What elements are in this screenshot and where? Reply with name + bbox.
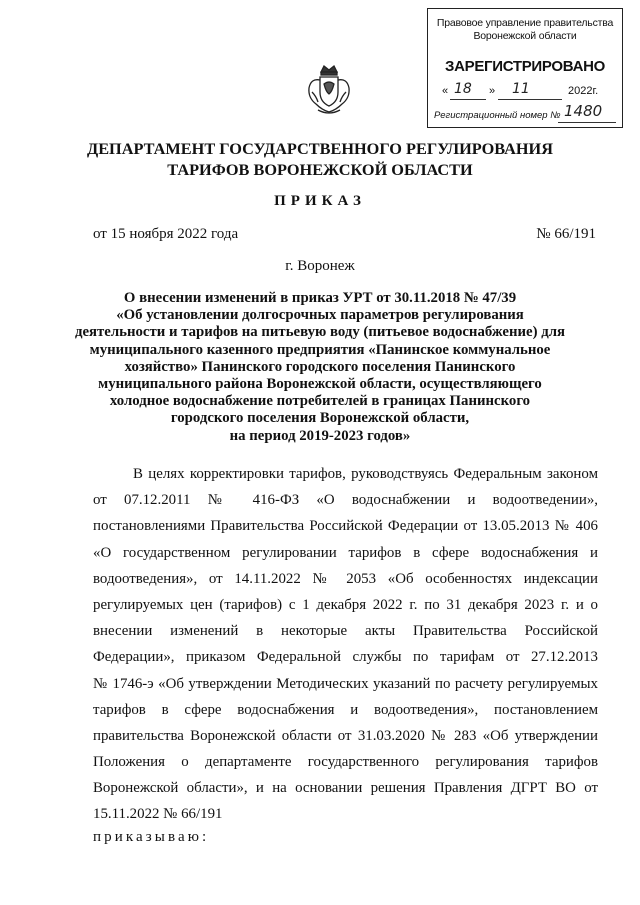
body-line: от 07.12.2011 № 416-ФЗ «О водоснабжении и водоотведении», — [93, 492, 598, 509]
body-line: водоотведения», от 14.11.2022 № 2053 «Об особенностях индексации — [93, 570, 598, 587]
document-number: № 66/191 — [536, 226, 596, 242]
body-line: правительства Воронежской области от 31.03.2020 № 283 «Об утверждении — [93, 727, 598, 744]
stamp-registered: ЗАРЕГИСТРИРОВАНО — [444, 58, 606, 75]
stamp-reg-number-value: 1480 — [564, 102, 603, 120]
body-paragraph — [93, 461, 598, 828]
title-line: О внесении изменений в приказ УРТ от 30.11.2018 № 47/39 — [123, 290, 517, 306]
stamp-date-month: 11 — [512, 81, 530, 97]
stamp-reg-number-label: Регистрационный номер № — [434, 110, 561, 121]
document-type: ПРИКАЗ — [274, 193, 366, 209]
body-line: В целях корректировки тарифов, руководствуясь Федеральным законом — [133, 466, 598, 482]
title-line: холодное водоснабжение потребителей в границах Панинского — [109, 393, 531, 410]
title-line: «Об установлении долгосрочных параметров регулирования — [116, 307, 524, 324]
body-line: Воронежской области», и на основании решения Правления ДГРТ ВО от — [93, 780, 598, 797]
stamp-date-year: 2022г. — [568, 85, 599, 97]
title-line: хозяйство» Панинского городского поселения Панинского — [124, 358, 516, 375]
stamp-org-line1: Правовое управление правительства — [436, 17, 614, 29]
title-line: городского поселения Воронежской области, — [170, 410, 470, 427]
body-line: постановлениями Правительства Российской Федерации от 13.05.2013 № 406 — [93, 518, 598, 535]
coat-of-arms-icon — [306, 62, 352, 118]
body-line: регулируемых цен (тарифов) с 1 декабря 2022 г. по 31 декабря 2023 г. и о — [93, 596, 598, 613]
document-city: г. Воронеж — [285, 258, 355, 274]
title-line: деятельности и тарифов на питьевую воду (питьевое водоснабжение) для — [74, 324, 566, 341]
document-date: от 15 ноября 2022 года — [93, 226, 239, 242]
body-line: «О государственном регулировании тарифов в сфере водоснабжения и — [93, 544, 598, 561]
body-line: внесении изменений в некоторые акты Правительства Российской — [93, 623, 598, 640]
stamp-date: « 18 » 11 2022г. — [442, 85, 618, 101]
order-word: приказываю: — [93, 829, 210, 845]
registration-stamp — [427, 8, 623, 128]
title-line: муниципального казенного предприятия «Панинское коммунальное — [89, 341, 551, 358]
stamp-org-line2: Воронежской области — [473, 30, 577, 42]
title-line: муниципального района Воронежской области, осуществляющего — [98, 376, 542, 393]
department-line-2: ТАРИФОВ ВОРОНЕЖСКОЙ ОБЛАСТИ — [167, 160, 473, 179]
body-line: Положения о департаменте государственного регулирования тарифов — [93, 754, 598, 771]
body-line: Федерации», приказом Федеральной службы по тарифам от 27.12.2013 — [93, 649, 598, 666]
body-line: 15.11.2022 № 66/191 — [93, 806, 223, 823]
department-name — [40, 138, 600, 180]
body-line: тарифов в сфере водоснабжения и водоотведения», постановлением — [93, 701, 598, 718]
stamp-reg-number — [434, 102, 618, 124]
stamp-date-day: 18 — [454, 81, 472, 97]
department-line-1: ДЕПАРТАМЕНТ ГОСУДАРСТВЕННОГО РЕГУЛИРОВАНИЯ — [87, 139, 553, 158]
body-line: № 1746-э «Об утверждении Методических указаний по расчету регулируемых — [93, 675, 598, 692]
title-line: на период 2019-2023 годов» — [229, 427, 411, 444]
document-title — [40, 290, 600, 445]
